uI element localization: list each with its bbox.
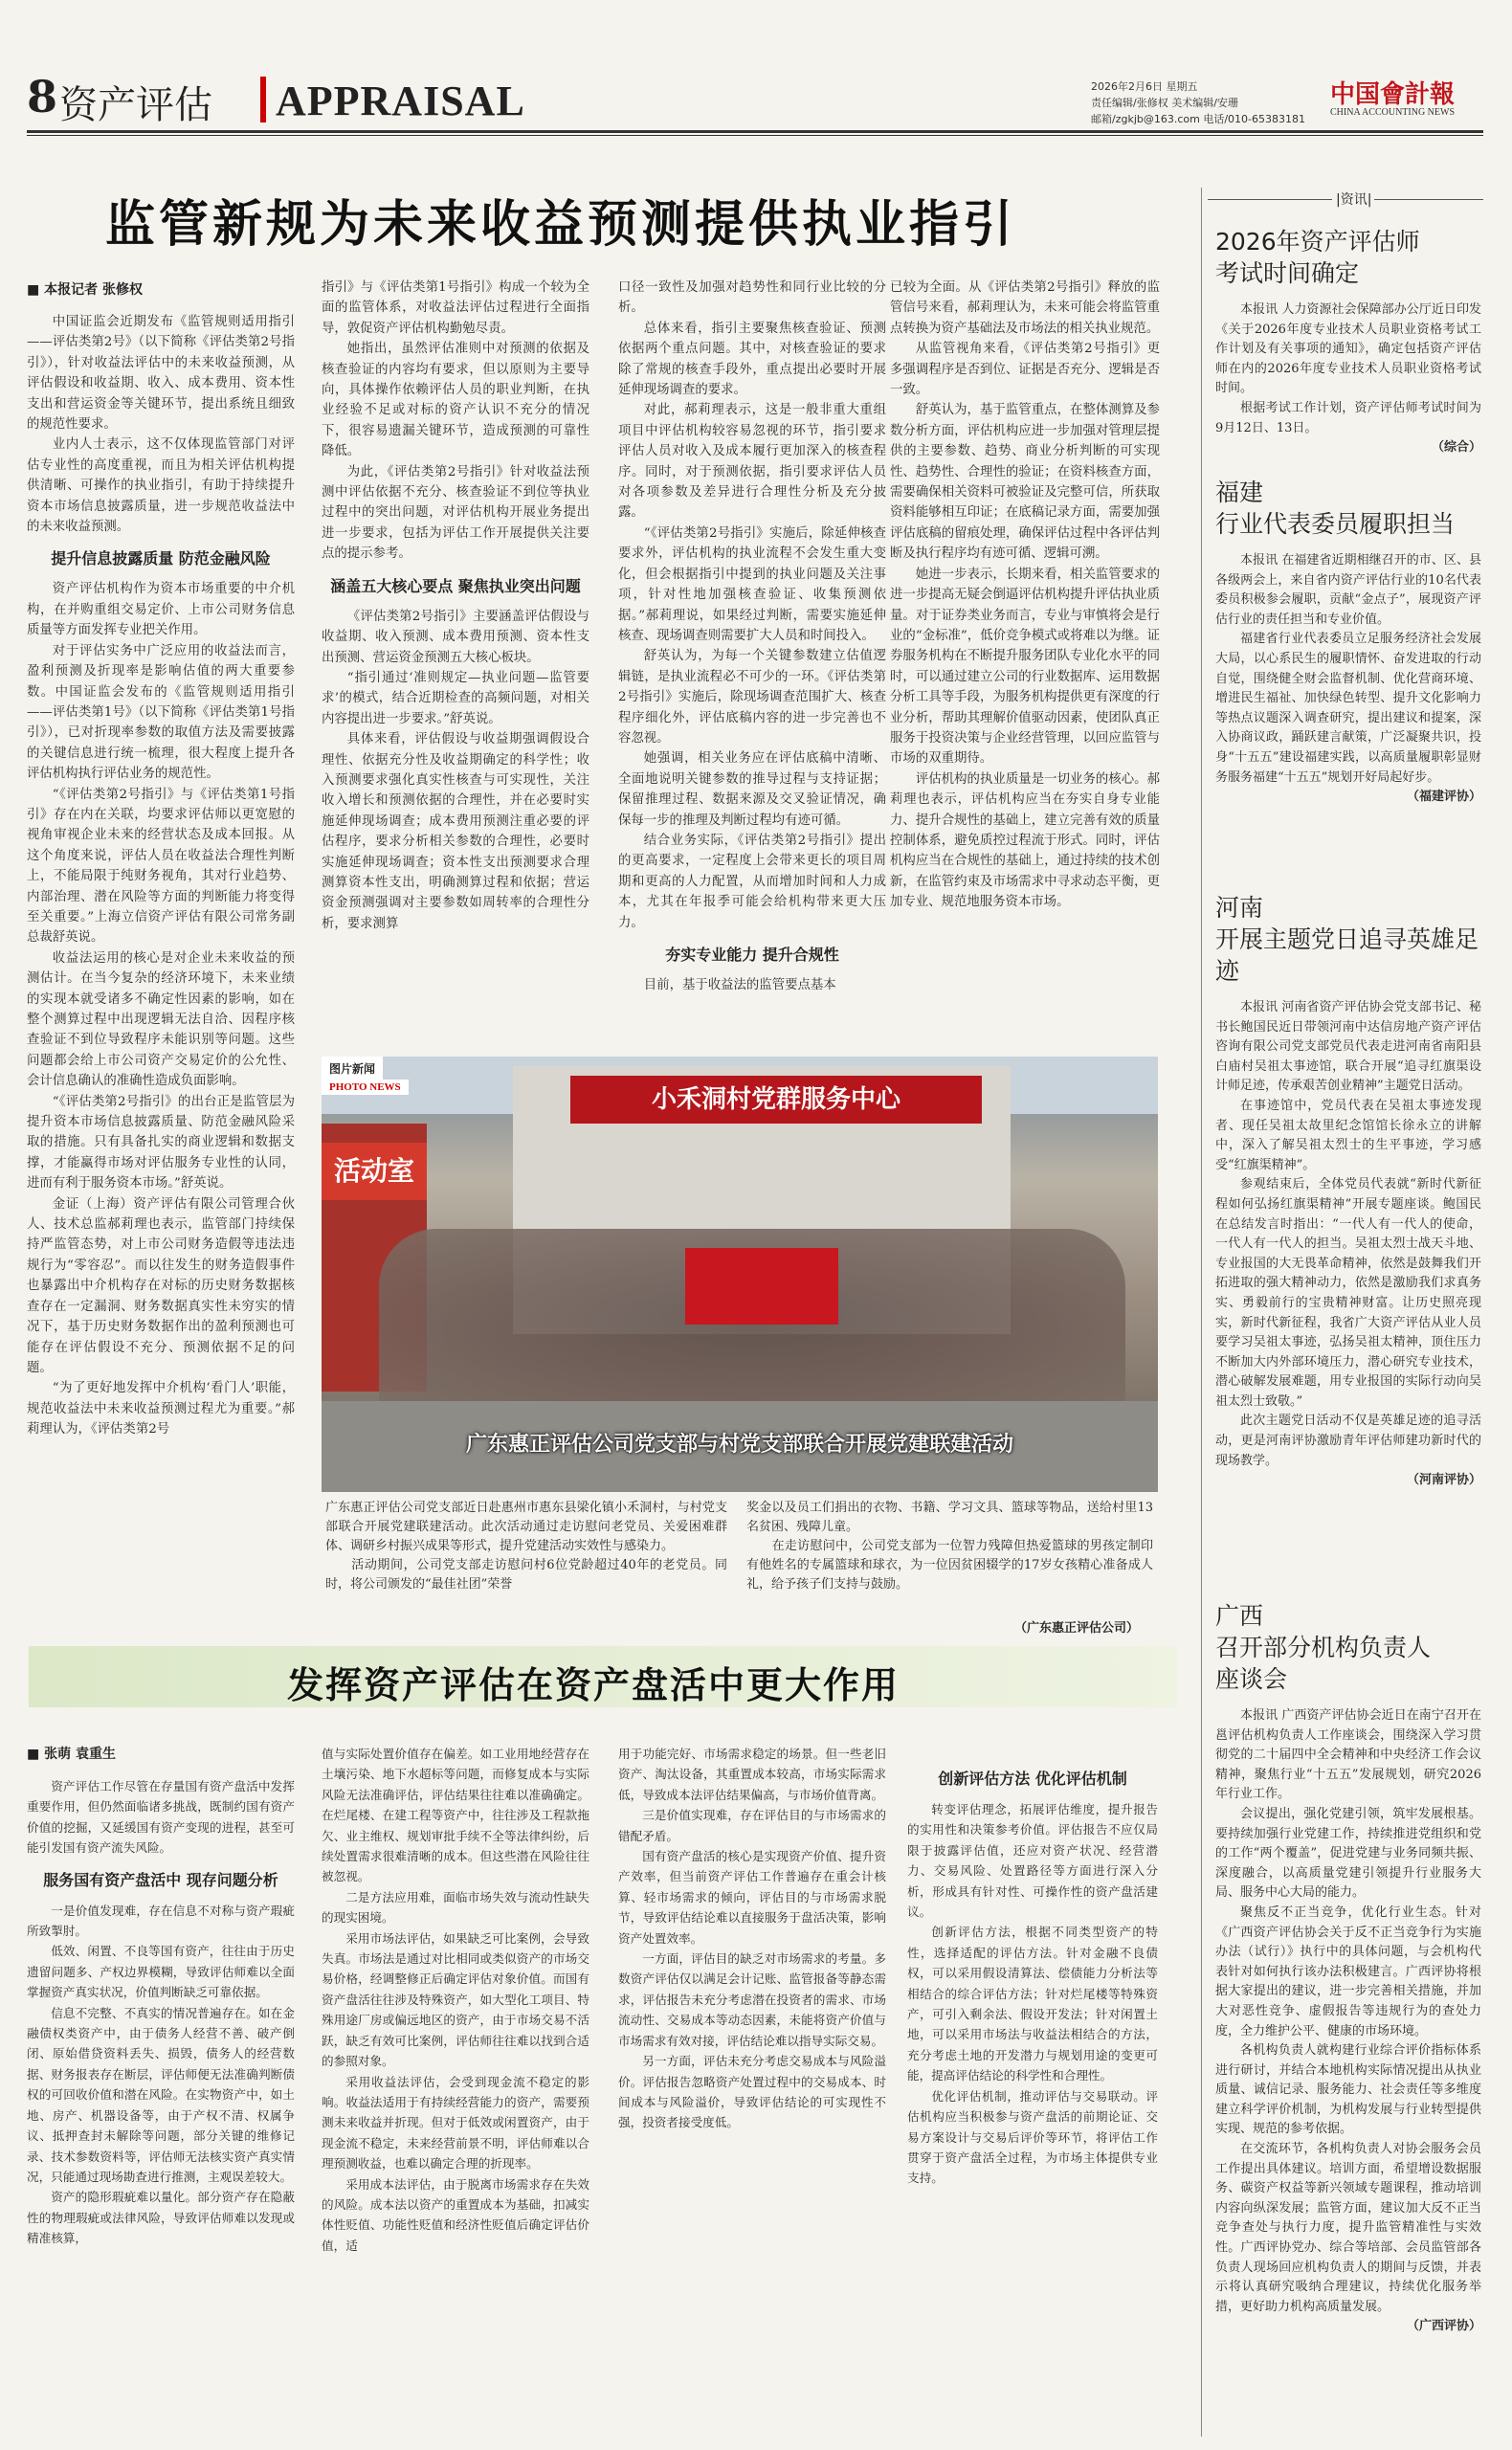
paragraph: 另一方面，评估未充分考虑交易成本与风险溢价。评估报告忽略资产处置过程中的交易成本、时间成本与风险溢价，导致评估结论的可实现性不强，投资者接受度低。 xyxy=(618,2054,886,2130)
paragraph: 二是方法应用难，面临市场失效与流动性缺失的现实困境。 xyxy=(322,1889,589,1926)
subheading: 创新评估方法 优化评估机制 xyxy=(938,1770,1127,1788)
paragraph: 收益法运用的核心是对企业未来收益的预测估计。在当今复杂的经济环境下，未来业绩的实现本就受诸多不确定性因素的影响，如在整个测算过程中出现逻辑无法自洽、因程序核查验证不到位导致程序未能识别等问题。这些问题都会给上市公司资产交易定价的公允性、会计信息确认的准确性造成负面影响。 xyxy=(27,950,295,1089)
paragraph: 口径一致性及加强对趋势性和同行业比较的分析。 xyxy=(618,280,886,316)
article1-byline: ■ 本报记者 张修权 xyxy=(27,282,143,298)
sidebar-news-title: 考试时间确定 xyxy=(1215,259,1360,287)
paragraph: 评估机构的执业质量是一切业务的核心。郝莉理也表示，评估机构应当在夯实自身专业能力、提升合规性的基础上，建立完善有效的质量控制体系，避免质控过程流于形式。同时，评估机构应当在合规性的基础上，通过持续的技术创新，在监管约束及市场需求中寻求动态平衡，更加专业、规范地服务资本市场。 xyxy=(890,771,1160,910)
sidebar-paragraph: 本报讯 广西资产评估协会近日在南宁召开在邕评估机构负责人工作座谈会，围绕深入学习贯彻党的二十届四中全会精神和中央经济工作会议精神，聚焦行业“十五五”发展规划，研究2026年行业工作。 xyxy=(1215,1708,1481,1802)
subheading: 提升信息披露质量 防范金融风险 xyxy=(51,549,271,568)
issue-date: 2026年2月6日 星期五 xyxy=(1091,80,1198,93)
paragraph: 采用收益法评估，会受到现金流不稳定的影响。收益法适用于有持续经营能力的资产，需要预测未来收益并折现。但对于低效或闲置资产，由于现金流不稳定，未来经营前景不明，评估师难以合理预测收益，也难以确定合理的折现率。 xyxy=(322,2074,589,2172)
sidebar-news-item xyxy=(1215,477,1481,840)
paragraph: 对于评估实务中广泛应用的收益法而言，盈利预测及折现率是影响估值的两大重要参数。中国证监会发布的《监管规则适用指引——评估类第1号》（以下简称《评估类第1号指引》），已对折现率参数的取值方法及需要披露的关键信息进行统一梳理，很大程度上提升各评估机构执行评估业务的规范性。 xyxy=(27,643,295,782)
sidebar-news-title: 召开部分机构负责人 xyxy=(1215,1634,1432,1661)
photo-news-tag-en: PHOTO NEWS xyxy=(322,1080,409,1095)
sidebar-news-title: 广西 xyxy=(1215,1602,1264,1630)
photo-news-image xyxy=(322,1057,1158,1492)
article1-column-1 xyxy=(27,312,295,1661)
photo-red-flag xyxy=(685,1248,838,1325)
sidebar-paragraph: 本报讯 在福建省近期相继召开的市、区、县各级两会上，来自省内资产评估行业的10名代表委员积极参会履职，贡献“金点子”，展现资产评估行业的责任担当和专业价值。 xyxy=(1215,553,1481,627)
sidebar-divider xyxy=(1201,188,1202,2437)
sidebar-source: （综合） xyxy=(1431,440,1481,456)
sidebar-paragraph: 在交流环节，各机构负责人对协会服务会员工作提出具体建议。培训方面，希望增设数据服务、碳资产权益等新兴领域专题课程，推动培训内容向纵深发展；监管方面，建议加大反不正当竞争查处与执行力度，提升监管精准性与实效性。广西评协党办、综合等培部、会员监管部各负责人现场回应机构负责人的期间与反馈，并表示将认真研究吸纳合理建议，持续优化服务举措，更好助力机构高质量发展。 xyxy=(1215,2142,1481,2314)
sidebar-tag-text: 资讯 xyxy=(1340,192,1367,208)
paragraph: 她进一步表示，长期来看，相关监管要求的进一步提高无疑会倒逼评估机构提升评估执业质量。对于证券类业务而言，专业与审慎将会是行业的“金标准”，低价竞争模式或将难以为继。证券服务机构在不断提升服务团队专业化水平的同时，可以通过建立公司的行业数据库、运用数据分析工具等手段，为服务机构提供更有深度的行业分析，帮助其理解价值驱动因素，使团队真正服务于投资决策与企业经营管理，以回应监管与市场的双重期待。 xyxy=(890,567,1160,767)
paragraph: 一方面，评估目的缺乏对市场需求的考量。多数资产评估仅以满足会计记账、监管报备等静态需求，评估报告未充分考虑潜在投资者的需求、市场流动性、交易成本等动态因素，未能将资产价值与市场需求有效对接，评估结论难以指导实际交易。 xyxy=(618,1951,886,2048)
article2-title: 发挥资产评估在资产盘活中更大作用 xyxy=(287,1664,901,1706)
sidebar-paragraph: 各机构负责人就构建行业综合评价指标体系进行研讨，并结合本地机构实际情况提出从执业质量、诚信记录、服务能力、社会责任等多维度建立科学评价机制，为机构发展与行业转型提供实现、规范的参考依据。 xyxy=(1215,2043,1481,2137)
paragraph: 《评估类第2号指引》主要涵盖评估假设与收益期、收入预测、成本费用预测、资本性支出预测、营运资金预测五大核心板块。 xyxy=(322,609,589,665)
subheading: 涵盖五大核心要点 聚焦执业突出问题 xyxy=(330,576,581,595)
sidebar-paragraph: 会议提出，强化党建引领，筑牢发展根基。要持续加强行业党建工作，持续推进党组织和党的工作“两个覆盖”，促进党建与业务同频共振、深度融合，以高质量党建引领提升行业服务大局、服务中心大局的能力。 xyxy=(1215,1806,1481,1901)
page-number: 8 xyxy=(27,71,58,122)
sidebar-news-title: 福建 xyxy=(1215,479,1264,506)
paragraph: 信息不完整、不真实的情况普遍存在。如在金融债权类资产中，由于债务人经营不善、破产倒闭、原始借贷资料丢失、损毁，债务人的经营数据、财务报表存在断层，评估师便无法准确判断债权的可回收价值和潜在风险。在实物资产中，如土地、房产、机器设备等，由于产权不清、权属争议、抵押查封未解除等问题，部分关键的维修记录、技术参数资料等，评估师无法核实资产真实情况，只能通过现场勘查进行推测，主观误差较大。 xyxy=(27,2005,295,2184)
paragraph: 具体来看，评估假设与收益期强调假设合理性、依据充分性及收益期确定的科学性；收入预测要求强化真实性核查与可实现性，关注收入增长和预测依据的合理性，并在必要时实施延伸现场调查；成本费用预测注重必要的评估程序，要求分析相关参数的合理性，必要时实施延伸现场调查；资本性支出预测要求合理测算资本性支出，明确测算过程和依据；营运资金预测强调对主要参数如周转率的合理性分析，要求测算 xyxy=(322,732,589,931)
sidebar-paragraph: 本报讯 人力资源社会保障部办公厅近日印发《关于2026年度专业技术人员职业资格考试工作计划及有关事项的通知》，确定包括资产评估师在内的2026年度专业技术人员职业资格考试时间。 xyxy=(1215,302,1481,396)
paragraph: “《评估类第2号指引》与《评估类第1号指引》存在内在关联，均要求评估师以更宽慰的视角审视企业未来的经营状态及成本回报。从这个角度来说，评估人员在收益法合理性判断上，不能局限于纯财务视角，其对行业趋势、内部治理、潜在风险等方面的判断能力将变得至关重要。”上海立信资产评估有限公司常务副总裁舒英说。 xyxy=(27,787,295,946)
sidebar-paragraph: 聚焦反不正当竞争，优化行业生态。针对《广西资产评估协会关于反不正当竞争行为实施办法（试行）》执行中的具体问题，与会机构代表针对如何执行该办法积极建言。广西评协将根据大家提出的建议，进一步完善相关措施，并加大对恶性竞争、虚假报告等违规行为的查处力度，全力维护公平、健康的市场环境。 xyxy=(1215,1904,1481,2038)
paragraph: 已较为全面。从《评估类第2号指引》释放的监管信号来看，郝莉理认为，未来可能会将监管重点转换为资产基础法及市场法的相关执业规范。 xyxy=(890,280,1160,336)
photo-news-tag: 图片新闻 xyxy=(322,1057,383,1080)
section-title-cn: 资产评估 xyxy=(59,83,212,127)
paragraph: 用于功能完好、市场需求稳定的场景。但一些老旧资产、淘汰设备，其重置成本较高，市场实际需求低，导致成本法评估结果偏高，与市场价值背离。 xyxy=(618,1747,886,1802)
section-title-en: APPRAISAL xyxy=(276,78,525,124)
issue-editors: 责任编辑/张修权 美术编辑/安珊 xyxy=(1091,97,1238,109)
paragraph: 资产的隐形瑕疵难以量化。部分资产存在隐蔽性的物理瑕疵或法律风险，导致评估师难以发现或精准核算， xyxy=(27,2190,295,2246)
photo-caption-col2: 奖金以及员工们捐出的衣物、书籍、学习文具、篮球等物品，送给村里13名贫困、残障儿童。 在走访慰问中，公司党支部为一位智力残障但热爱篮球的男孩定制印有他姓名的专属篮球和球衣，为一位因贫困辍学的17岁女孩精心准备成人礼，给予孩子们支持与鼓励。 xyxy=(746,1501,1153,1592)
issue-info xyxy=(1091,78,1305,127)
photo-caption-title: 广东惠正评估公司党支部与村党支部联合开展党建联建活动 xyxy=(465,1433,1013,1457)
paragraph: 她强调，相关业务应在评估底稿中清晰、全面地说明关键参数的推导过程与支持证据；保留推理过程、数据来源及交叉验证情况，确保每一步的推理及判断过程均有迹可循。 xyxy=(618,751,886,828)
article1-column-2 xyxy=(322,278,589,1043)
paragraph: “《评估类第2号指引》实施后，除延伸核查要求外，评估机构的执业流程不会发生重大变化，但会根据指引中提到的执业问题及关注事项，针对性地加强核查验证、收集预测依据。”郝莉理说，如果经过判断，需要实施延伸核查、现场调查则需要扩大人员和时间投入。 xyxy=(618,525,886,643)
sidebar-news-item xyxy=(1215,1600,1481,2433)
issue-contact: 邮箱/zgkjb@163.com 电话/010-65383181 xyxy=(1091,113,1306,125)
paragraph: 指引》与《评估类第1号指引》构成一个较为全面的监管体系，对收益法评估过程进行全面指导，敦促资产评估机构勤勉尽责。 xyxy=(322,280,589,336)
sidebar-news-title: 行业代表委员履职担当 xyxy=(1215,510,1456,538)
photo-caption-source: （广东惠正评估公司） xyxy=(1014,1621,1140,1636)
paragraph: “指引通过‘准则规定—执业问题—监管要求’的模式，结合近期检查的高频问题，对相关内容提出进一步要求。”舒英说。 xyxy=(322,670,589,726)
sidebar-paragraph: 在事迹馆中，党员代表在吴祖太事迹发现者、现任吴祖太故里纪念馆馆长徐永立的讲解中，深入了解吴祖太烈士的生平事迹，学习感受“红旗渠精神”。 xyxy=(1215,1098,1481,1172)
sidebar-paragraph: 此次主题党日活动不仅是英雄足迹的追寻活动，更是河南评协激励青年评估师建功新时代的现场教学。 xyxy=(1215,1414,1481,1468)
sidebar-tag-rule-right xyxy=(1374,199,1483,200)
paragraph: 三是价值实现难，存在评估目的与市场需求的错配矛盾。 xyxy=(618,1808,886,1843)
paragraph: 她指出，虽然评估准则中对预测的依据及核查验证的内容均有要求，但以原则为主要导向，具体操作依赖评估人员的职业判断，在执业经验不足或对标的资产认识不充分的情况下，很容易遗漏关键环节，造成预测的可靠性降低。 xyxy=(322,342,589,459)
article2-column-1 xyxy=(27,1776,295,2437)
sidebar-tag-rule-left xyxy=(1208,199,1332,200)
article2-column-2 xyxy=(322,1744,589,2437)
paragraph: 对此，郝莉理表示，这是一般非重大重组项目中评估机构较容易忽视的环节，指引要求评估人员对收入及成本履行更加深入的核查程序。同时，对于预测依据，指引要求评估人员对各项参数及差异进行合理性分析及充分披露。 xyxy=(618,403,886,521)
paragraph: 从监管视角来看，《评估类第2号指引》更多强调程序是否到位、证据是否充分、逻辑是否一致。 xyxy=(890,342,1160,398)
paragraph: 舒英认为，基于监管重点，在整体测算及参数分析方面，评估机构应进一步加强对管理层提供的主要参数、趋势、商业分析判断的可实现性、趋势性、合理性的验证；在资料核查方面，需要确保相关资料可被验证及完整可信，所获取资料能够相互印证；在底稿记录方面，需要加强评估底稿的留痕处理，确保评估过程中各评估判断及执行程序均有迹可循、逻辑可溯。 xyxy=(890,403,1160,562)
sidebar-paragraph: 福建省行业代表委员立足服务经济社会发展大局，以心系民生的履职情怀、奋发进取的行动自觉，围绕健全财会监督机制、优化营商环境、增进民生福祉、加快绿色转型、提升文化影响力等热点议题深入调查研究，提出建议和提案，深入协商议政，踊跃建言献策，广泛凝聚共识，投身“十五五”建设福建实践，以高质量履职彰显财务服务福建“十五五”规划开好局起好步。 xyxy=(1215,632,1481,785)
header-divider xyxy=(260,77,266,122)
sidebar-news-item xyxy=(1215,892,1481,1543)
article2-column-4 xyxy=(907,1757,1158,2437)
sidebar-news-title: 河南 xyxy=(1215,894,1264,922)
paragraph: 转变评估理念，拓展评估维度，提升报告的实用性和决策参考价值。评估报告不应仅局限于披露评估值，还应对资产状况、经营潜力、交易风险、处置路径等方面进行深入分析，形成具有针对性、可操作性的资产盘活建议。 xyxy=(907,1802,1158,1920)
article2-byline: ■ 张萌 袁重生 xyxy=(27,1747,116,1762)
photo-wall-sign: 活动室 xyxy=(322,1143,427,1200)
header-rule xyxy=(27,130,1483,133)
subheading: 服务国有资产盘活中 现存问题分析 xyxy=(43,1870,278,1889)
article2-column-3 xyxy=(618,1744,886,2437)
paragraph: 低效、闲置、不良等国有资产，往往由于历史遗留问题多、产权边界模糊，导致评估师难以全面掌握资产真实状况，价值判断缺乏可靠依据。 xyxy=(27,1944,295,2000)
article1-column-4 xyxy=(890,278,1160,1043)
article1-column-3 xyxy=(618,278,886,1043)
paragraph: 国有资产盘活的核心是实现资产价值、提升资产效率，但当前资产评估工作普遍存在重会计核算、轻市场需求的倾向，评估目的与市场需求脱节，导致评估结论难以直接服务于盘活决策，影响资产处置效率。 xyxy=(618,1849,886,1946)
paragraph: 舒英认为，为每一个关键参数建立估值逻辑链，是执业流程必不可少的一环。《评估类第2号指引》实施后，除现场调查范围扩大、核查程序细化外，评估底稿内容的进一步完善也不容忽视。 xyxy=(618,649,886,746)
sidebar-source: （广西评协） xyxy=(1406,2319,1481,2334)
sidebar-news-title: 开展主题党日追寻英雄足迹 xyxy=(1215,925,1479,985)
sidebar-tag: |资讯| xyxy=(1336,192,1372,208)
paragraph: 创新评估方法，根据不同类型资产的特性，选择适配的评估方法。针对金融不良债权，可以采用假设清算法、偿债能力分析法等相结合的综合评估方法；针对烂尾楼等特殊资产，可引入剩余法、假设开发法；针对闲置土地，可以采用市场法与收益法相结合的方法，充分考虑土地的开发潜力与规划用途的变更可能，提高评估结论的科学性和合理性。 xyxy=(907,1925,1158,2083)
article1-title: 监管新规为未来收益预测提供执业指引 xyxy=(105,196,1017,254)
newspaper-logo: 中国會計報 xyxy=(1330,80,1456,109)
paragraph: “为了更好地发挥中介机构‘看门人’职能，规范收益法中未来收益预测过程尤为重要。”郝莉理认为，《评估类第2号 xyxy=(27,1381,295,1437)
sidebar-news-title: 2026年资产评估师 xyxy=(1215,228,1420,256)
sidebar-paragraph: 参观结束后，全体党员代表就“新时代新征程如何弘扬红旗渠精神”开展专题座谈。鲍国民在总结发言时指出：“一代人有一代人的使命，一代人有一代人的担当。吴祖太烈士战天斗地、专业报国的大无畏革命精神，依然是鼓舞我们开拓进取的强大精神动力，依然是激励我们求真务实、勇毅前行的宝贵精神财富。让历史照亮现实，新时代新征程，我省广大资产评估从业人员要学习吴祖太事迹，弘扬吴祖太精神，顶住压力不断加大内外部环境压力，潜心研究专业技术，潜心破解发展难题，用专业报国的实际行动向吴祖太烈士致敬。” xyxy=(1215,1177,1481,1409)
sidebar-source: （河南评协） xyxy=(1406,1473,1481,1488)
paragraph: 优化评估机制，推动评估与交易联动。评估机构应当积极参与资产盘活的前期论证、交易方案设计与交易后评价等环节，将评估工作贯穿于资产盘活全过程，为市场主体提供专业支持。 xyxy=(907,2088,1158,2186)
paragraph: 结合业务实际，《评估类第2号指引》提出的更高要求，一定程度上会带来更长的项目周期和更高的人力配置，从而增加时间和人力成本，尤其在年报季可能会给机构带来更大压力。 xyxy=(618,833,886,930)
newspaper-logo-en: CHINA ACCOUNTING NEWS xyxy=(1330,107,1455,118)
paragraph: 采用成本法评估，由于脱离市场需求存在失效的风险。成本法以资产的重置成本为基础，扣减实体性贬值、功能性贬值和经济性贬值后确定评估价值，适 xyxy=(322,2176,589,2253)
sidebar-paragraph: 本报讯 河南省资产评估协会党支部书记、秘书长鲍国民近日带领河南中达信房地产资产评估咨询有限公司党支部党员代表走进河南省南阳县白庙村吴祖太事迹馆，联合开展“追寻红旗渠设计师足迹，传承艰苦创业精神”主题党日活动。 xyxy=(1215,1000,1481,1094)
paragraph: 值与实际处置价值存在偏差。如工业用地经营存在土壤污染、地下水超标等问题，而修复成本与实际风险无法准确评估，评估结果往往难以准确确定。在烂尾楼、在建工程等资产中，往往涉及工程款拖欠、业主维权、规划审批手续不全等法律纠纷，后续处置需求很难清晰的成本。但这些潜在风险往往被忽视。 xyxy=(322,1747,589,1884)
paragraph: 采用市场法评估，如果缺乏可比案例，会导致失真。市场法是通过对比相同或类似资产的市场交易价格，经调整修正后确定评估对象价值。而国有资产盘活往往涉及特殊资产，如大型化工项目、特殊用途厂房或偏远地区的资产，由于市场交易不活跃，缺乏有效可比案例，评估师往往难以找到合适的参照对象。 xyxy=(322,1930,589,2069)
paragraph: 资产评估机构作为资本市场重要的中介机构，在并购重组交易定价、上市公司财务信息质量等方面发挥专业把关作用。 xyxy=(27,582,295,638)
photo-caption-col1: 广东惠正评估公司党支部近日赴惠州市惠东县梁化镇小禾洞村，与村党支部联合开展党建联建活动。此次活动通过走访慰问老党员、关爱困难群体、调研乡村振兴成果等形式，提升党建活动实效性与感染力。 活动期间，公司党支部走访慰问村6位党龄超过40年的老党员。同时，将公司颁发的“最佳社团”荣誉 xyxy=(325,1501,727,1592)
paragraph: 业内人士表示，这不仅体现监管部门对评估专业性的高度重视，而且为相关评估机构提供清晰、可操作的执业指引，有助于持续提升资本市场信息披露质量，进一步规范收益法中的未来收益预测。 xyxy=(27,437,295,535)
paragraph: 总体来看，指引主要聚焦核查验证、预测依据两个重点问题。其中，对核查验证的要求除了常规的核查手段外，重点提出必要时开展延伸现场调查的要求。 xyxy=(618,321,886,398)
photo-signboard: 小禾洞村党群服务中心 xyxy=(570,1076,982,1124)
paragraph: 一是价值发现难，存在信息不对称与资产瑕疵所致掣肘。 xyxy=(27,1903,295,1939)
header-rule-thin xyxy=(27,135,1483,136)
paragraph: 中国证监会近期发布《监管规则适用指引——评估类第2号》（以下简称《评估类第2号指引》），针对收益法评估中的未来收益预测，从评估假设和收益期、收入、成本费用、资本性支出和营运资金等关键环节，提出系统且细致的规范性要求。 xyxy=(27,315,295,433)
paragraph: 金证（上海）资产评估有限公司管理合伙人、技术总监郝莉理也表示，监管部门持续保持严监管态势，对上市公司财务造假等违法违规行为“零容忍”。而以往发生的财务造假事件也暴露出中介机构存在对标的历史财务数据核查存在一定漏洞、财务数据真实性未穷实的情况下，基于历史财务数据作出的盈利预测也可能存在评估假设不充分、预测依据不足的问题。 xyxy=(27,1196,295,1375)
sidebar-news-item xyxy=(1215,226,1481,456)
sidebar-paragraph: 根据考试工作计划，资产评估师考试时间为9月12日、13日。 xyxy=(1215,400,1481,435)
sidebar-news-title: 座谈会 xyxy=(1215,1665,1288,1693)
paragraph: 目前，基于收益法的监管要点基本 xyxy=(643,978,836,992)
sidebar-source: （福建评协） xyxy=(1406,790,1481,805)
paragraph: 为此，《评估类第2号指引》针对收益法预测中评估依据不充分、核查验证不到位等执业过程中的突出问题，对评估机构开展业务提出进一步要求，包括为评估工作开展提供关注要点的提示参考。 xyxy=(322,464,589,562)
subheading: 夯实专业能力 提升合规性 xyxy=(665,946,839,964)
paragraph: 资产评估工作尽管在存量国有资产盘活中发挥重要作用，但仍然面临诸多挑战，既制约国有资产价值的挖掘，又延缓国有资产变现的进程，甚至可能引发国有资产流失风险。 xyxy=(27,1779,295,1856)
paragraph: “《评估类第2号指引》的出台正是监管层为提升资本市场信息披露质量、防范金融风险采取的措施。只有具备扎实的商业逻辑和数据支撑，才能赢得市场对评估服务专业性的认同，进而有利于服务资本市场。”舒英说。 xyxy=(27,1094,295,1192)
